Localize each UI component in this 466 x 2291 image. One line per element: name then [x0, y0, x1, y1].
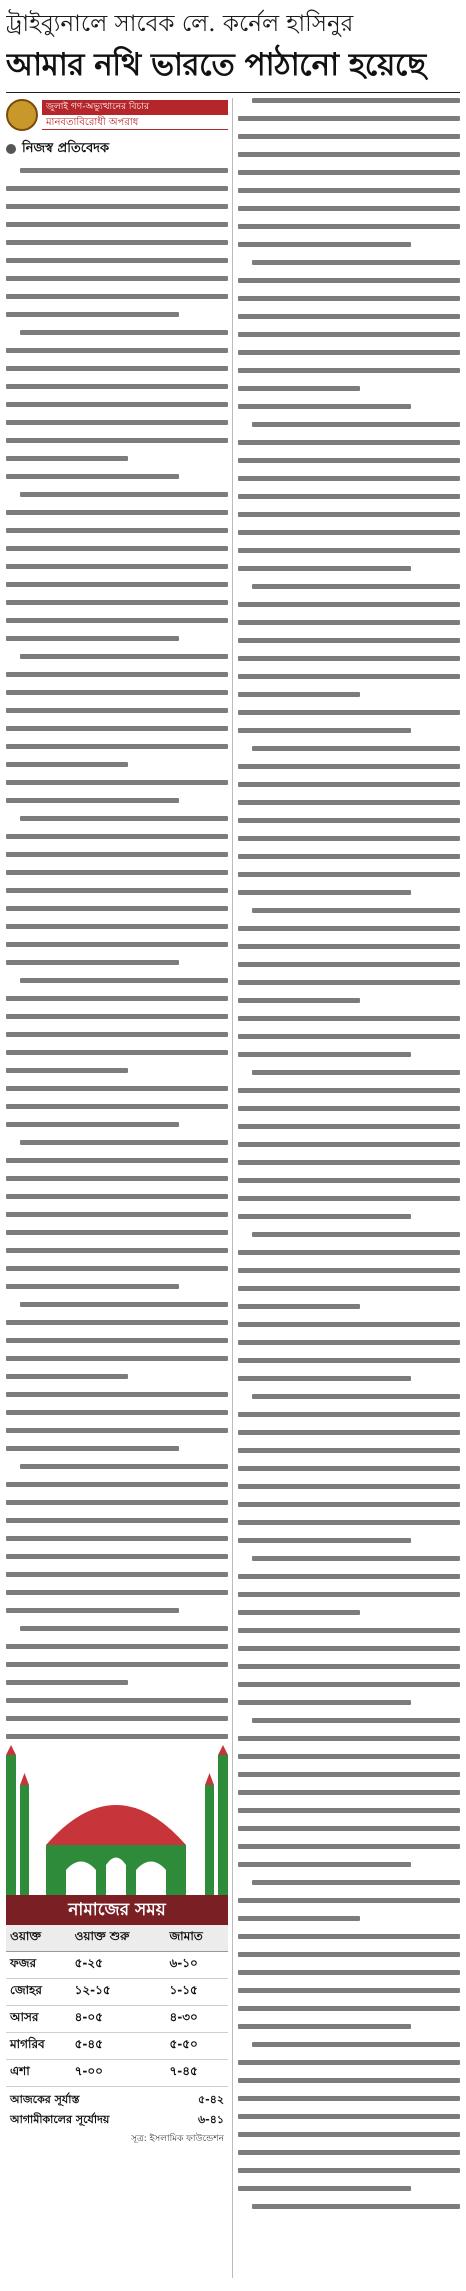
article-text-line — [20, 1140, 228, 1145]
article-text-line — [6, 1104, 228, 1109]
article-text-line — [238, 2132, 460, 2137]
article-text-line — [6, 1032, 228, 1037]
article-text-line — [238, 602, 460, 607]
prayer-start: ৭-০০ — [71, 2060, 166, 2087]
article-text-line — [238, 836, 460, 841]
article-text-line — [6, 708, 228, 713]
article-text-line — [238, 404, 411, 409]
article-text-line — [238, 2114, 460, 2119]
tribunal-logo-icon — [6, 99, 38, 131]
article-text-line — [238, 2060, 460, 2065]
article-headline: আমার নথি ভারতে পাঠানো হয়েছে — [6, 47, 426, 83]
article-text-line — [238, 1592, 460, 1597]
article-text-line — [238, 494, 460, 499]
article-text-line — [238, 1952, 460, 1957]
article-text-line — [238, 1250, 460, 1255]
article-text-line — [6, 1698, 228, 1703]
prayer-start: ১২-১৫ — [71, 1979, 166, 2006]
prayer-start: ৫-২৫ — [71, 1952, 166, 1979]
article-text-line — [238, 620, 460, 625]
article-kicker: ট্রাইব্যুনালে সাবেক লে. কর্নেল হাসিনুর — [6, 11, 354, 37]
article-text-line — [238, 386, 360, 391]
article-text-line — [238, 206, 460, 211]
article-text-line — [238, 1646, 460, 1651]
article-text-line — [238, 1214, 411, 1219]
article-text-line — [6, 1230, 228, 1235]
article-text-line — [6, 276, 228, 281]
article-text-line — [238, 692, 360, 697]
article-text-line — [6, 186, 228, 191]
article-text-line — [6, 1176, 228, 1181]
article-text-line — [238, 782, 460, 787]
article-text-line — [238, 1790, 460, 1795]
sunset-time: ৫-৪২ — [198, 2093, 224, 2106]
article-text-line — [20, 168, 228, 173]
article-text-line — [238, 566, 411, 571]
article-text-line — [252, 98, 460, 103]
article-text-line — [6, 402, 228, 407]
article-text-line — [238, 296, 460, 301]
article-text-line — [6, 1212, 228, 1217]
col-header-start: ওয়াক্ত শুরু — [71, 1925, 166, 1952]
article-text-line — [238, 1862, 411, 1867]
article-text-line — [238, 188, 460, 193]
article-text-line — [6, 294, 228, 299]
article-text-line — [238, 2186, 411, 2191]
article-text-line — [6, 1518, 228, 1523]
article-text-line — [238, 1160, 460, 1165]
sunset-label: আজকের সূর্যাস্ত — [10, 2093, 80, 2106]
article-text-line — [6, 1608, 179, 1613]
article-text-line — [252, 260, 460, 265]
article-text-line — [6, 942, 228, 947]
column-divider — [232, 98, 233, 2278]
col-header-waqt: ওয়াক্ত — [6, 1925, 71, 1952]
article-text-line — [6, 762, 128, 767]
article-text-line — [252, 1070, 460, 1075]
article-text-line — [238, 1520, 460, 1525]
article-text-line — [6, 1284, 179, 1289]
article-text-line — [6, 1356, 228, 1361]
article-text-line — [238, 1664, 460, 1669]
section-badge — [6, 98, 228, 132]
article-text-line — [20, 492, 228, 497]
article-text-line — [238, 1628, 460, 1633]
article-text-line — [20, 1464, 228, 1469]
article-text-line — [6, 1410, 228, 1415]
article-text-line — [238, 1772, 460, 1777]
article-text-line — [6, 1392, 228, 1397]
article-text-line — [20, 1302, 228, 1307]
article-text-line — [238, 170, 460, 175]
article-text-line — [238, 1484, 460, 1489]
article-text-line — [238, 1736, 460, 1741]
article-text-line — [238, 512, 460, 517]
table-row — [6, 1952, 228, 1979]
article-text-line — [6, 1536, 228, 1541]
article-text-line — [238, 1142, 460, 1147]
article-text-line — [6, 798, 179, 803]
article-text-line — [6, 1716, 228, 1721]
article-text-line — [238, 728, 411, 733]
article-text-line — [238, 1538, 411, 1543]
article-text-line — [6, 1554, 228, 1559]
article-text-line — [238, 1124, 460, 1129]
article-text-line — [6, 1590, 228, 1595]
article-text-line — [6, 1644, 228, 1649]
article-text-line — [238, 854, 460, 859]
article-text-line — [252, 746, 460, 751]
article-text-line — [6, 384, 228, 389]
article-text-line — [20, 1626, 228, 1631]
prayer-times-source: সূত্র: ইসলামিক ফাউন্ডেশন — [131, 2134, 224, 2144]
article-text-line — [20, 330, 228, 335]
article-text-line — [238, 1358, 460, 1363]
article-text-line — [238, 674, 460, 679]
article-text-line — [6, 1572, 228, 1577]
article-text-line — [238, 1808, 460, 1813]
prayer-jamat: ৫-৫০ — [165, 2033, 228, 2060]
article-text-line — [6, 456, 128, 461]
article-text-line — [238, 116, 460, 121]
article-text-line — [238, 1178, 460, 1183]
article-text-line — [252, 1880, 460, 1885]
article-text-line — [238, 1034, 460, 1039]
article-text-line — [238, 2096, 460, 2101]
article-text-line — [238, 890, 411, 895]
article-text-line — [20, 816, 228, 821]
article-text-line — [238, 530, 460, 535]
article-text-line — [6, 996, 228, 1001]
article-text-line — [6, 600, 228, 605]
article-text-line — [238, 2006, 460, 2011]
prayer-start: ৫-৪৫ — [71, 2033, 166, 2060]
prayer-name: আসর — [6, 2006, 71, 2033]
article-text-line — [6, 744, 228, 749]
article-text-line — [238, 1106, 460, 1111]
prayer-name: এশা — [6, 2060, 71, 2087]
prayer-jamat: ১-১৫ — [165, 1979, 228, 2006]
article-text-line — [20, 978, 228, 983]
article-text-line — [6, 1050, 228, 1055]
article-text-line — [238, 476, 460, 481]
article-text-line — [238, 1016, 460, 1021]
article-text-line — [6, 474, 179, 479]
article-text-line — [238, 1826, 460, 1831]
article-text-line — [238, 2024, 411, 2029]
article-text-line — [6, 1446, 179, 1451]
article-text-line — [6, 438, 228, 443]
sunrise-time: ৬-৪১ — [198, 2113, 224, 2126]
article-text-line — [6, 1734, 228, 1739]
article-text-line — [6, 204, 228, 209]
section-badge-line1: জুলাই গণ-অভ্যুত্থানের বিচার — [42, 100, 228, 115]
article-text-line — [6, 960, 179, 965]
article-text-line — [238, 800, 460, 805]
article-text-line — [252, 2042, 460, 2047]
table-row — [6, 1979, 228, 2006]
mosque-illustration — [6, 1745, 228, 1895]
article-text-line — [238, 944, 460, 949]
prayer-jamat: ৭-৪৫ — [165, 2060, 228, 2087]
article-text-line — [238, 1286, 460, 1291]
prayer-name: ফজর — [6, 1952, 71, 1979]
bullet-icon — [6, 144, 16, 154]
article-text-line — [6, 1680, 128, 1685]
article-text-line — [238, 1682, 460, 1687]
article-text-line — [6, 564, 228, 569]
article-text-line — [252, 2204, 460, 2209]
article-text-line — [238, 440, 460, 445]
article-text-line — [6, 366, 228, 371]
article-text-line — [238, 1988, 460, 1993]
article-text-line — [6, 1194, 228, 1199]
article-text-line — [6, 258, 228, 263]
article-text-line — [238, 1898, 460, 1903]
article-text-line — [6, 924, 228, 929]
article-text-line — [238, 818, 460, 823]
article-text-line — [238, 1430, 460, 1435]
article-text-line — [238, 1340, 460, 1345]
article-text-line — [6, 1482, 228, 1487]
article-text-line — [238, 1844, 460, 1849]
article-text-line — [6, 888, 228, 893]
article-text-line — [252, 908, 460, 913]
article-text-line — [238, 1304, 360, 1309]
article-text-line — [6, 348, 228, 353]
article-column-right — [238, 98, 460, 2283]
article-text-line — [238, 2078, 460, 2083]
article-text-line — [238, 710, 460, 715]
article-text-line — [238, 2168, 460, 2173]
article-text-line — [238, 152, 460, 157]
article-text-line — [6, 222, 228, 227]
table-row — [6, 2033, 228, 2060]
article-text-line — [6, 1158, 228, 1163]
article-text-line — [238, 1574, 460, 1579]
article-text-line — [238, 1268, 460, 1273]
article-text-line — [238, 1502, 460, 1507]
article-text-line — [252, 1232, 460, 1237]
article-text-line — [238, 656, 460, 661]
prayer-times-box — [6, 1745, 228, 2146]
article-text-line — [6, 906, 228, 911]
article-text-line — [238, 332, 460, 337]
article-text-line — [6, 510, 228, 515]
prayer-start: ৪-০৫ — [71, 2006, 166, 2033]
article-text-line — [6, 1428, 228, 1433]
article-text-line — [6, 726, 228, 731]
article-text-line — [238, 1412, 460, 1417]
article-text-line — [238, 1088, 460, 1093]
article-text-line — [6, 1338, 228, 1343]
article-text-line — [238, 368, 460, 373]
article-text-line — [6, 1068, 128, 1073]
article-text-line — [6, 852, 228, 857]
article-text-line — [238, 638, 460, 643]
article-text-line — [6, 780, 228, 785]
article-body-right — [238, 98, 460, 2209]
article-text-line — [238, 1448, 460, 1453]
article-text-line — [6, 636, 179, 641]
prayer-jamat: ৬-১০ — [165, 1952, 228, 1979]
article-text-line — [238, 1610, 360, 1615]
article-text-line — [6, 834, 228, 839]
sunrise-row — [6, 2107, 228, 2127]
article-text-line — [252, 1556, 460, 1561]
article-text-line — [238, 1934, 460, 1939]
article-text-line — [6, 420, 228, 425]
col-header-jamat: জামাত — [165, 1925, 228, 1952]
article-text-line — [238, 2150, 460, 2155]
article-text-line — [238, 926, 460, 931]
article-text-line — [238, 548, 460, 553]
sunrise-label: আগামীকালের সূর্যোদয় — [10, 2113, 110, 2126]
section-badge-line2: মানবতাবিরোধী অপরাধ — [42, 115, 228, 130]
article-text-line — [6, 690, 228, 695]
article-text-line — [6, 1086, 228, 1091]
article-text-line — [238, 1916, 360, 1921]
article-text-line — [6, 1014, 228, 1019]
article-text-line — [20, 654, 228, 659]
prayer-times-title: নামাজের সময় — [6, 1895, 228, 1925]
article-text-line — [6, 528, 228, 533]
article-text-line — [6, 1122, 179, 1127]
prayer-jamat: ৪-৩০ — [165, 2006, 228, 2033]
article-text-line — [238, 1196, 460, 1201]
byline — [6, 138, 228, 160]
article-text-line — [252, 584, 460, 589]
article-text-line — [238, 278, 460, 283]
article-text-line — [238, 134, 460, 139]
article-text-line — [6, 240, 228, 245]
article-text-line — [238, 350, 460, 355]
headline-rule — [6, 92, 460, 93]
article-text-line — [238, 224, 460, 229]
article-text-line — [6, 618, 228, 623]
article-text-line — [238, 458, 460, 463]
article-text-line — [252, 1394, 460, 1399]
prayer-name: মাগরিব — [6, 2033, 71, 2060]
article-body-left — [6, 168, 228, 1739]
article-text-line — [6, 312, 179, 317]
article-text-line — [238, 980, 460, 985]
article-text-line — [238, 764, 460, 769]
article-text-line — [238, 1322, 460, 1327]
article-text-line — [6, 672, 228, 677]
article-text-line — [238, 1052, 411, 1057]
article-text-line — [238, 242, 411, 247]
article-text-line — [238, 1970, 460, 1975]
article-text-line — [6, 1662, 228, 1667]
article-text-line — [6, 1248, 228, 1253]
article-text-line — [238, 314, 460, 319]
article-text-line — [238, 1700, 411, 1705]
article-text-line — [6, 1500, 228, 1505]
article-text-line — [6, 1320, 228, 1325]
article-text-line — [6, 1266, 228, 1271]
article-text-line — [238, 998, 360, 1003]
byline-text: নিজস্ব প্রতিবেদক — [22, 140, 110, 156]
prayer-times-table — [6, 1925, 228, 2087]
article-text-line — [238, 1376, 411, 1381]
article-text-line — [252, 1718, 460, 1723]
article-text-line — [238, 872, 460, 877]
article-text-line — [238, 1466, 460, 1471]
article-text-line — [252, 422, 460, 427]
article-text-line — [238, 962, 460, 967]
article-text-line — [6, 870, 228, 875]
article-text-line — [238, 1754, 460, 1759]
article-text-line — [6, 1374, 128, 1379]
prayer-name: জোহর — [6, 1979, 71, 2006]
sunset-row — [6, 2087, 228, 2107]
article-text-line — [6, 582, 228, 587]
article-text-line — [6, 546, 228, 551]
table-row — [6, 2060, 228, 2087]
table-row — [6, 2006, 228, 2033]
